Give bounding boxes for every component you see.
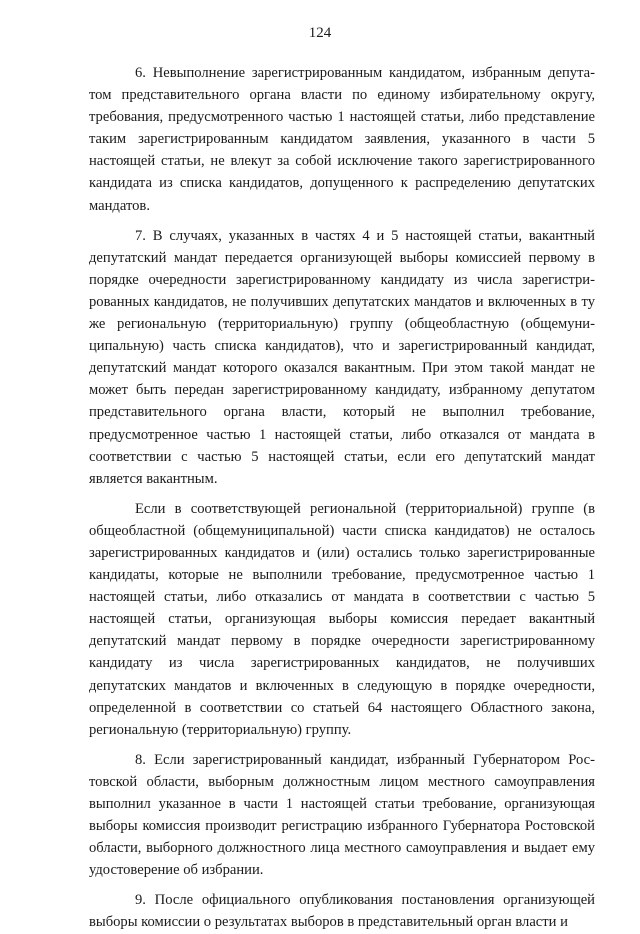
page-number: 124 [308, 25, 332, 41]
document-body [89, 62, 595, 934]
paragraph-part-9: 9. После официального опубликования постановления организующей выборы комиссии о результатах выборов в представительный орган власти и [89, 892, 595, 931]
paragraph-part-7: 7. В случаях, указанных в частях 4 и 5 настоящей статьи, вакантный депутатский мандат передается организующей выборы комиссией первому в порядке очередности зарегистрированному кандидату из числа зарегистрированных кандидатов, не получивших депутатских мандатов и включенных в ту же региональную (территориальную) группу (общеобластную (общемуниципальную) часть списка кандидатов), что и зарегистрированный кандидат, депутатский мандат которого оказался вакантным. При этом такой мандат не может быть передан зарегистрированному кандидату, избранному депутатом представительного органа власти, который не выполнил требование, предусмотренное частью 1 настоящей статьи, либо отказался от мандата в соответствии с частью 5 настоящей статьи, если его депутатский мандат является вакантным. [89, 227, 595, 487]
paragraph-part-7-continued: Если в соответствующей региональной (территориальной) группе (в общеобластной (общемуниципальной) части списка кандидатов) не осталось зарегистрированных кандидатов и (или) остались только зарегистрированные кандидаты, которые не выполнили требование, предусмотренное частью 1 настоящей статьи, либо отказались от мандата в соответствии с частью 5 настоящей статьи, организующая выборы комиссия передает вакантный депутатский мандат первому в порядке очередности зарегистрированному кандидату из числа зарегистрированных кандидатов, не получивших депутатских мандатов и включенных в следующую в порядке очередности, определенной в соответствии со статьей 64 настоящего Областного закона, региональную (территориальную) группу. [89, 500, 595, 738]
paragraph-part-8: 8. Если зарегистрированный кандидат, избранный Губернатором Ростовской области, выборным должностным лицом местного самоуправления выполнил указанное в части 1 настоящей статьи требование, организующая выборы комиссия производит регистрацию избранного Губернатора Ростовской области, выборного должностного лица местного самоуправления и выдает ему удостоверение об избрании. [89, 751, 595, 879]
paragraph-part-6: 6. Невыполнение зарегистрированным кандидатом, избранным депутатом представительного органа власти по единому избирательному округу, требования, предусмотренного частью 1 настоящей статьи, либо представление таким зарегистрированным кандидатом заявления, указанного в части 5 настоящей статьи, не влекут за собой исключение такого зарегистрированного кандидата из списка кандидатов, допущенного к распределению депутатских мандатов. [89, 65, 595, 214]
